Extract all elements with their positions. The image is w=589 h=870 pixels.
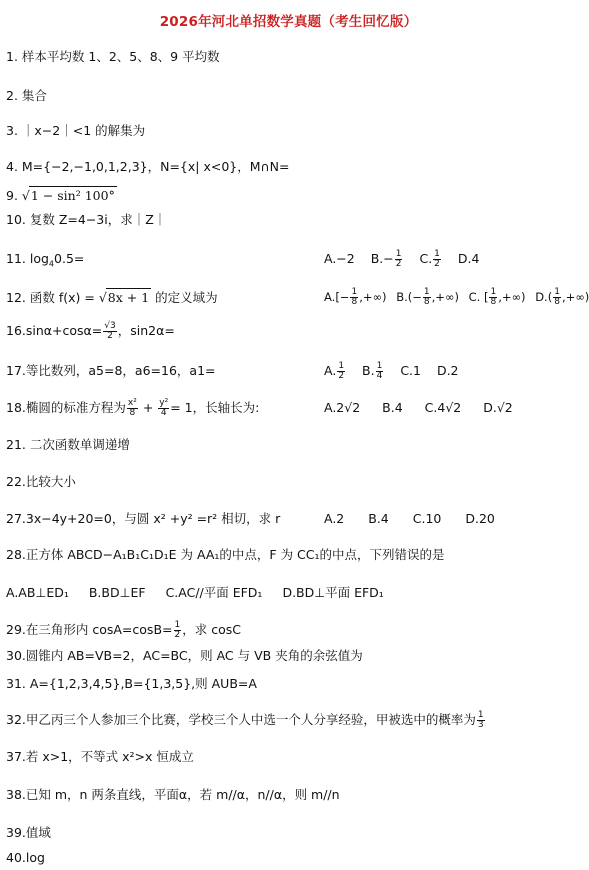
option-a-label: A.: [324, 363, 337, 378]
option-a: A.2√2: [324, 400, 361, 415]
question-1: 1. 样本平均数 1、2、5、8、9 平均数: [6, 49, 220, 64]
fraction-numerator: √3: [104, 321, 116, 331]
question-27: 27.3x−4y+20=0，与圆 x² +y² =r² 相切，求 r: [6, 511, 281, 526]
question-3: 3. ｜x−2｜<1 的解集为: [6, 123, 146, 138]
question-2: 2. 集合: [6, 88, 47, 103]
option-b: [362, 361, 384, 381]
question-21: 21. 二次函数单调递增: [6, 437, 130, 452]
fraction-denominator: 3: [477, 720, 484, 730]
question-11: [6, 250, 84, 274]
question-31: 31. A={1,2,3,4,5},B={1,3,5},则 AUB=A: [6, 676, 257, 691]
option-c-fraction: [489, 288, 497, 307]
log-base: 4: [48, 259, 55, 269]
fraction-numerator: 1: [554, 287, 560, 297]
option-c: C.4√2: [424, 400, 462, 415]
question-9-expression: 1 − sin² 100°: [30, 188, 115, 203]
sqrt-sign: √: [21, 188, 30, 203]
option-b-fraction: [395, 250, 403, 269]
option-c: [419, 249, 441, 269]
question-9-number: 9.: [6, 188, 18, 203]
question-17: 17.等比数列，a5=8，a6=16，a1=: [6, 363, 216, 378]
fraction-denominator: 4: [160, 408, 167, 418]
question-32-text: 32.甲乙丙三个人参加三个比赛，学校三个人中选一个人分享经验，甲被选中的概率为: [6, 712, 476, 727]
option-d: D.20: [465, 511, 495, 526]
question-12: [6, 288, 218, 307]
option-b: [370, 249, 404, 269]
option-d: D.√2: [483, 400, 513, 415]
question-16: [6, 322, 175, 341]
question-12-pre: 12. 函数 f(x) =: [6, 290, 95, 305]
option-a: A.AB⊥ED₁: [6, 585, 69, 600]
question-16-post: ，sin2α=: [117, 323, 175, 338]
question-17-options: [324, 362, 471, 381]
question-27-options: [324, 510, 507, 528]
question-38: 38.已知 m，n 两条直线，平面α，若 m//α，n//α，则 m//n: [6, 787, 340, 802]
option-b-label: B.−: [370, 251, 394, 266]
fraction-numerator: 1: [434, 249, 440, 259]
question-37: 37.若 x>1，不等式 x²>x 恒成立: [6, 749, 194, 764]
fraction-numerator: 1: [174, 620, 181, 630]
question-40: 40.log: [6, 850, 45, 865]
question-16-pre: 16.sinα+cosα=: [6, 323, 103, 338]
option-a: A.−2: [324, 251, 355, 266]
question-18-fraction-x: [127, 399, 138, 418]
question-18-pre: 18.椭圆的标准方程为: [6, 400, 126, 415]
question-12-post: 的定义域为: [155, 290, 218, 305]
option-c-label: C.: [419, 251, 433, 266]
option-d-open: D.(: [535, 290, 553, 304]
option-b-fraction: [376, 362, 384, 381]
option-a: A.2: [324, 511, 345, 526]
fraction-denominator: 2: [174, 630, 181, 640]
option-d-close: ,+∞): [561, 290, 589, 304]
question-12-options: [324, 288, 589, 307]
question-29-post: ，求 cosC: [182, 622, 241, 637]
fraction-denominator: 4: [376, 371, 383, 381]
question-10: 10. 复数 Z=4−3i，求｜Z｜: [6, 212, 167, 227]
question-29-pre: 29.在三角形内 cosA=cosB=: [6, 622, 173, 637]
option-c-fraction: [433, 250, 441, 269]
question-29: [6, 621, 241, 640]
sqrt-sign: √: [98, 290, 107, 305]
fraction-numerator: x²: [127, 398, 137, 408]
fraction-denominator: 2: [338, 371, 345, 381]
option-d: [535, 287, 589, 307]
fraction-denominator: 2: [434, 259, 440, 269]
option-a-open: A.[−: [324, 290, 350, 304]
option-c: C.1: [400, 363, 421, 378]
option-c-open: C. [: [468, 290, 489, 304]
question-12-expression: 8x + 1: [107, 290, 150, 305]
question-9: [6, 186, 117, 205]
fraction-denominator: 2: [395, 259, 402, 269]
fraction-numerator: 1: [395, 249, 402, 259]
option-a: [324, 361, 346, 381]
question-18-fraction-y: [158, 399, 169, 418]
option-b: [396, 287, 459, 307]
option-b-close: ,+∞): [431, 290, 459, 304]
option-c: C.AC//平面 EFD₁: [165, 585, 263, 600]
fraction-numerator: 1: [490, 287, 497, 297]
option-c: C.10: [412, 511, 442, 526]
question-18: [6, 399, 259, 418]
fraction-denominator: 8: [423, 297, 430, 307]
option-b: B.4: [368, 511, 389, 526]
option-c: [468, 287, 526, 307]
question-11-arg: 0.5=: [54, 251, 85, 266]
question-11-label: 11. log: [6, 251, 49, 266]
fraction-numerator: 1: [376, 361, 383, 371]
question-22: 22.比较大小: [6, 474, 76, 489]
fraction-denominator: 8: [351, 297, 358, 307]
fraction-denominator: 2: [107, 331, 113, 341]
question-28-options: [6, 584, 384, 602]
question-18-post: = 1，长轴长为:: [170, 400, 260, 415]
option-a: [324, 287, 387, 307]
option-a-close: ,+∞): [359, 290, 387, 304]
fraction-numerator: y²: [159, 398, 169, 408]
option-b: B.BD⊥EF: [88, 585, 146, 600]
question-4: 4. M={−2,−1,0,1,2,3}，N={x| x<0}，M∩N=: [6, 159, 290, 174]
option-b-label: B.: [362, 363, 375, 378]
option-d-fraction: [553, 288, 561, 307]
question-29-fraction: [174, 621, 182, 640]
plus-sign: +: [142, 400, 154, 415]
question-11-options: [324, 250, 491, 269]
question-30: 30.圆锥内 AB=VB=2，AC=BC，则 AC 与 VB 夹角的余弦值为: [6, 648, 363, 663]
fraction-numerator: 1: [477, 710, 484, 720]
option-a-fraction: [350, 288, 358, 307]
option-a-fraction: [337, 362, 345, 381]
question-32-fraction: [477, 711, 485, 730]
option-c-close: ,+∞): [498, 290, 526, 304]
question-28: 28.正方体 ABCD−A₁B₁C₁D₁E 为 AA₁的中点，F 为 CC₁的中点，下列错误的是: [6, 547, 445, 562]
page-title: 2026年河北单招数学真题（考生回忆版）: [159, 14, 418, 30]
option-b: B.4: [382, 400, 403, 415]
option-d: D.BD⊥平面 EFD₁: [282, 585, 384, 600]
question-16-fraction: [103, 322, 116, 341]
fraction-denominator: 8: [129, 408, 136, 418]
question-32: [6, 711, 486, 730]
fraction-denominator: 8: [490, 297, 497, 307]
option-d: D.2: [436, 363, 459, 378]
option-d: D.4: [457, 251, 480, 266]
question-39: 39.值域: [6, 825, 51, 840]
fraction-numerator: 1: [423, 287, 430, 297]
fraction-numerator: 1: [338, 361, 345, 371]
fraction-denominator: 8: [554, 297, 560, 307]
fraction-numerator: 1: [351, 287, 358, 297]
question-18-options: [324, 399, 525, 417]
option-b-fraction: [423, 288, 431, 307]
option-b-open: B.(−: [396, 290, 422, 304]
